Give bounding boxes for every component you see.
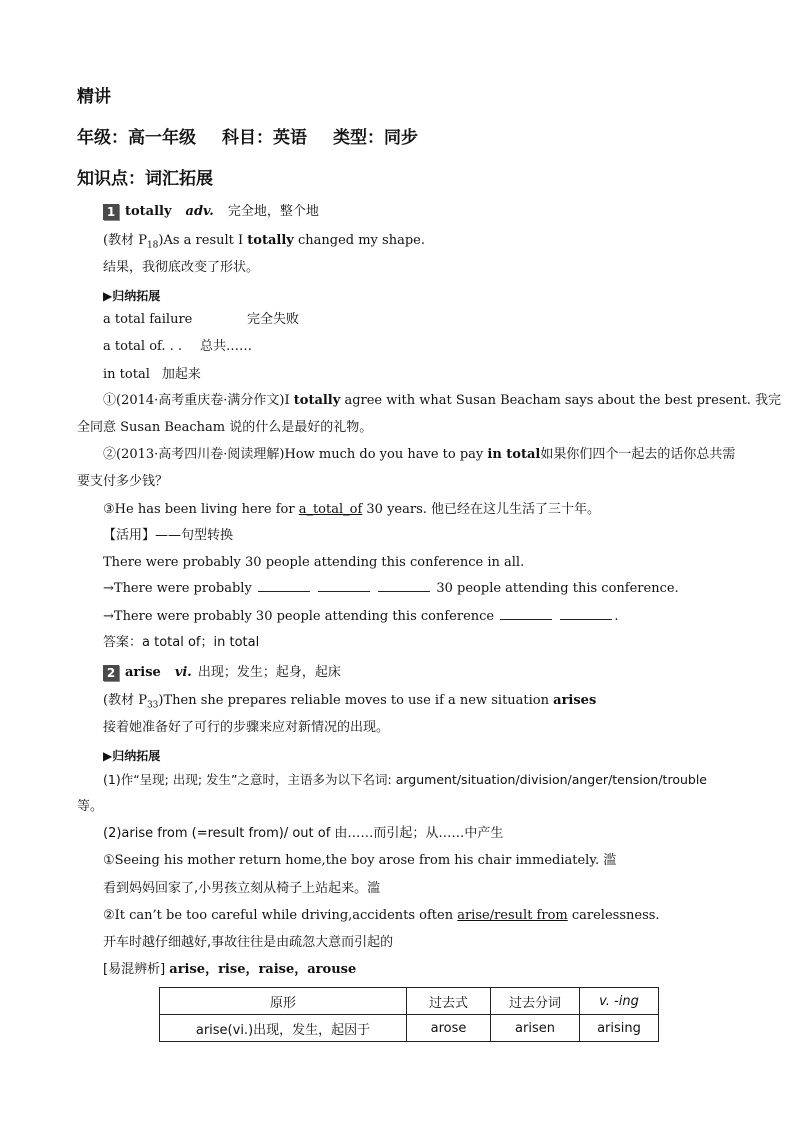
item1-heading	[103, 203, 319, 221]
item2-note1-cont: 等。	[77, 799, 104, 814]
item1-sentence3	[103, 501, 600, 519]
table-cell: arisen	[491, 1015, 580, 1042]
page-title: 精讲	[77, 87, 111, 107]
table-cell: arising	[580, 1015, 659, 1042]
s2-b: 如果你们四个一起去的话你总共需	[540, 447, 736, 462]
item1-example-b: changed my shape.	[293, 233, 425, 248]
s2-bold: in total	[487, 447, 541, 462]
item2-sentence1-cn: 看到妈妈回家了,小男孩立刻从椅子上站起来。滥	[103, 881, 381, 896]
subject-value: 英语	[273, 128, 307, 148]
practice1-b: 30 people attending this conference.	[436, 581, 679, 596]
item1-example-page: 18	[146, 240, 159, 251]
item1-example-a: )As a result I	[158, 233, 248, 248]
item2-sentence2	[103, 907, 660, 925]
item2-example	[103, 692, 596, 715]
phrase1: a total failure	[103, 312, 193, 327]
item1-sentence2	[103, 446, 735, 464]
phrase2-cn: 总共……	[200, 339, 253, 354]
type-value: 同步	[384, 128, 418, 148]
s2b-underline: arise/result from	[457, 908, 568, 923]
item2-confuse	[103, 961, 356, 979]
practice2-a: →There were probably 30 people attending this conference	[103, 609, 495, 624]
item1-expand-label: ▶归纳拓展	[103, 289, 161, 303]
item1-example-src: (教材 P	[103, 233, 147, 248]
s3-b: 30 years. 他已经在这儿生活了三十年。	[362, 502, 601, 517]
table-header-cell: 原形	[160, 988, 407, 1015]
item1-word: totally	[125, 204, 172, 219]
grade-value: 高一年级	[128, 128, 196, 148]
item1-sentence2-cont: 要支付多少钱？	[77, 474, 169, 489]
item1-practice-question: There were probably 30 people attending this conference in all.	[103, 555, 525, 570]
s2-a: ②(2013·高考四川卷·阅读理解)How much do you have to pay	[103, 447, 488, 462]
grade-label: 年级：	[77, 128, 128, 148]
topic-label: 知识点：	[77, 169, 145, 189]
practice2-b: .	[614, 609, 619, 624]
item1-meaning: 完全地，整个地	[227, 204, 319, 219]
table-row	[160, 1015, 659, 1042]
item1-pos: adv.	[185, 204, 214, 219]
item2-sentence1: ①Seeing his mother return home,the boy arose from his chair immediately. 滥	[103, 853, 617, 868]
s2b-a: ②It can’t be too careful while driving,accidents often	[103, 908, 458, 923]
confuse-label: [易混辨析]	[103, 962, 170, 977]
item2-example-bold: arises	[553, 693, 597, 708]
s1-a: ①(2014·高考重庆卷·满分作文)I	[103, 393, 294, 408]
confuse-words: arise，rise，raise，arouse	[169, 962, 357, 977]
item1-phrase3	[103, 366, 201, 384]
phrase2: a total of. . .	[103, 339, 183, 354]
item1-example-bold: totally	[247, 233, 294, 248]
item2-sentence2-cn: 开车时越仔细越好,事故往往是由疏忽大意而引起的	[103, 935, 394, 950]
item2-note1: (1)作“呈现; 出现; 发生”之意时，主语多为以下名词: argument/situation/division/anger/tension/trouble	[103, 772, 707, 787]
item1-practice-1	[103, 579, 679, 598]
phrase1-cn: 完全失败	[247, 312, 300, 327]
item2-number-badge: 2	[103, 665, 119, 681]
item2-example-page: 33	[146, 700, 159, 711]
topic-line	[77, 170, 213, 188]
blank-5[interactable]	[560, 607, 612, 620]
practice1-a: →There were probably	[103, 581, 252, 596]
item1-phrase1	[103, 311, 300, 329]
table-header-cell: v. -ing	[580, 988, 659, 1015]
s1-b: agree with what Susan Beacham says about the best present. 我完	[340, 393, 782, 408]
s2b-b: carelessness.	[567, 908, 660, 923]
item1-answer: 答案：a total of；in total	[103, 635, 260, 650]
s3-a: ③He has been living here for	[103, 502, 299, 517]
table-header-row	[160, 988, 659, 1015]
item2-meaning: 出现；发生；起身，起床	[197, 665, 341, 680]
s3-underline: a_total_of	[298, 502, 363, 517]
item1-number-badge: 1	[103, 204, 119, 220]
item1-practice-2	[103, 607, 619, 626]
blank-4[interactable]	[500, 607, 552, 620]
item2-note2: (2)arise from (=result from)/ out of 由……而引起；从……中产生	[103, 826, 504, 841]
item2-example-cn: 接着她准备好了可行的步骤来应对新情况的出现。	[103, 720, 390, 735]
item1-phrase2	[103, 338, 252, 356]
blank-3[interactable]	[378, 579, 430, 592]
table-header-cell: 过去式	[407, 988, 491, 1015]
item2-example-a: )Then she prepares reliable moves to use if a new situation	[158, 693, 554, 708]
item2-word: arise	[125, 665, 161, 680]
type-label: 类型：	[333, 128, 384, 148]
item1-sentence1-cont: 全同意 Susan Beacham 说的什么是最好的礼物。	[77, 420, 373, 435]
phrase3: in total	[103, 367, 150, 382]
s1-bold: totally	[293, 393, 341, 408]
phrase3-cn: 加起来	[161, 367, 201, 382]
table-header-cell: 过去分词	[491, 988, 580, 1015]
item1-example-cn: 结果，我彻底改变了形状。	[103, 260, 260, 275]
blank-2[interactable]	[318, 579, 370, 592]
subject-label: 科目：	[222, 128, 273, 148]
item1-practice-label: 【活用】——句型转换	[103, 528, 234, 543]
item2-pos: vi.	[174, 665, 192, 680]
verb-forms-table	[159, 987, 659, 1042]
item2-example-src: (教材 P	[103, 693, 147, 708]
blank-1[interactable]	[258, 579, 310, 592]
table-cell: arise(vi.)出现，发生，起因于	[160, 1015, 407, 1042]
meta-line	[77, 129, 418, 147]
item1-sentence1	[103, 392, 781, 410]
item2-expand-label: ▶归纳拓展	[103, 749, 161, 763]
item1-example	[103, 232, 425, 255]
topic-value: 词汇拓展	[145, 169, 213, 189]
table-cell: arose	[407, 1015, 491, 1042]
item2-heading	[103, 664, 341, 682]
